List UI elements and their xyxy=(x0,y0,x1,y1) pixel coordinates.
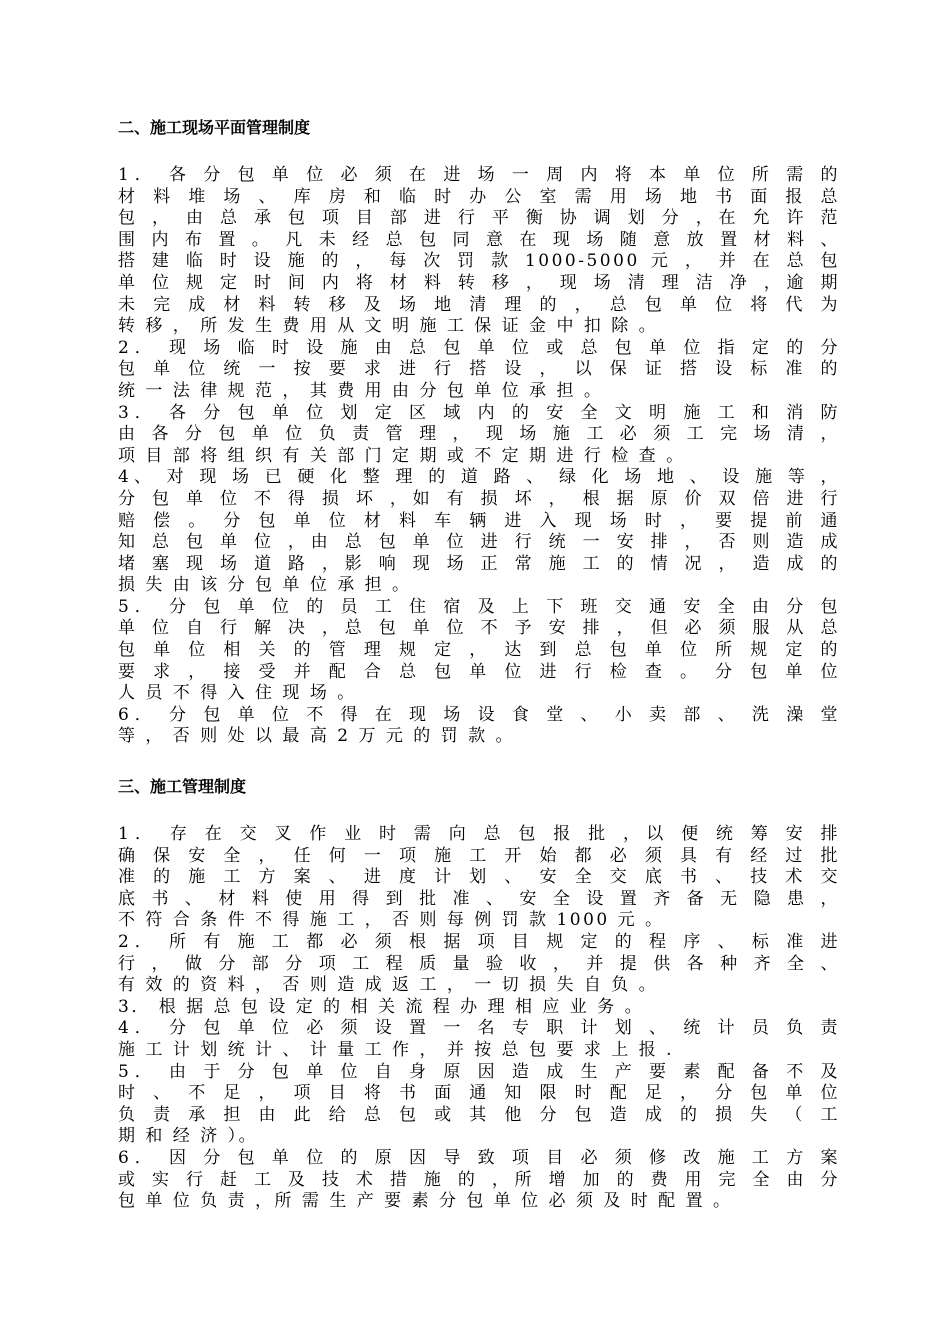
text-line: 5． 分 包 单 位 的 员 工 住 宿 及 上 下 班 交 通 安 全 由 分 包 xyxy=(118,596,840,617)
text-line: 要 求 ， 接 受 并 配 合 总 包 单 位 进 行 检 查 。 分 包 单 位 xyxy=(118,661,840,682)
section-site-layout-management xyxy=(118,117,840,748)
section-title: 三、施工管理制度 xyxy=(118,777,247,796)
text-line: 3． 各 分 包 单 位 划 定 区 域 内 的 安 全 文 明 施 工 和 消 防 xyxy=(118,402,840,423)
text-line: 底 书 、 材 料 使 用 得 到 批 准 、 安 全 设 置 齐 备 无 隐 患 ， xyxy=(118,888,840,909)
text-line: 由 各 分 包 单 位 负 责 管 理 ， 现 场 施 工 必 须 工 完 场 清 ， xyxy=(118,424,840,445)
text-line: 损 失 由 该 分 包 单 位 承 担 。 xyxy=(118,575,412,596)
text-line: 包 单 位 统 一 按 要 求 进 行 搭 设 ， 以 保 证 搭 设 标 准 的 xyxy=(118,359,840,380)
section-construction-management xyxy=(118,776,840,1213)
text-line: 有 效 的 资 料 ， 否 则 造 成 返 工 ， 一 切 损 失 自 负 。 xyxy=(118,975,659,996)
section-body xyxy=(118,165,840,748)
text-line: 材 料 堆 场 、 库 房 和 临 时 办 公 室 需 用 场 地 书 面 报 总 xyxy=(118,186,840,207)
text-line: 单 位 自 行 解 决 ，总 包 单 位 不 予 安 排 ， 但 必 须 服 从 总 xyxy=(118,618,840,639)
text-line: 1． 各 分 包 单 位 必 须 在 进 场 一 周 内 将 本 单 位 所 需 的 xyxy=(118,165,840,185)
text-line: 负 责 承 担 由 此 给 总 包 或 其 他 分 包 造 成 的 损 失 （ 工 xyxy=(118,1104,840,1125)
text-line: 2． 现 场 临 时 设 施 由 总 包 单 位 或 总 包 单 位 指 定 的 分 xyxy=(118,337,840,358)
section-title: 二、施工现场平面管理制度 xyxy=(118,118,311,137)
text-line: 赔 偿 。 分 包 单 位 材 料 车 辆 进 入 现 场 时 ， 要 提 前 通 xyxy=(118,510,840,531)
text-line: 分 包 单 位 不 得 损 坏 ，如 有 损 坏 ， 根 据 原 价 双 倍 进 行 xyxy=(118,488,840,509)
text-line: 6． 因 分 包 单 位 的 原 因 导 致 项 目 必 须 修 改 施 工 方 案 xyxy=(118,1147,840,1168)
text-line: 4． 分 包 单 位 必 须 设 置 一 名 专 职 计 划 、 统 计 员 负 责 xyxy=(118,1018,840,1039)
text-line: 人 员 不 得 入 住 现 场 。 xyxy=(118,683,357,704)
text-line: 搭 建 临 时 设 施 的 ， 每 次 罚 款 1000-5000 元 ， 并 在 总 包 xyxy=(118,251,840,272)
text-line: 1． 存 在 交 叉 作 业 时 需 向 总 包 报 批 ，以 便 统 筹 安 排 xyxy=(118,824,840,844)
text-line: 单 位 规 定 时 间 内 将 材 料 转 移 ， 现 场 清 理 洁 净 ，逾 期 xyxy=(118,272,840,293)
text-line: 或 实 行 赶 工 及 技 术 措 施 的 ，所 增 加 的 费 用 完 全 由 分 xyxy=(118,1169,840,1190)
text-line: 包 单 位 相 关 的 管 理 规 定 ， 达 到 总 包 单 位 所 规 定 的 xyxy=(118,640,840,661)
text-line: 时 、 不 足 ， 项 目 将 书 面 通 知 限 时 配 足 ， 分 包 单 位 xyxy=(118,1083,840,1104)
text-line: 不 符 合 条 件 不 得 施 工 ， 否 则 每 例 罚 款 1000 元 。 xyxy=(118,910,665,931)
text-line: 3． 根 据 总 包 设 定 的 相 关 流 程 办 理 相 应 业 务 。 xyxy=(118,996,645,1017)
text-line: 统 一 法 律 规 范 ， 其 费 用 由 分 包 单 位 承 担 。 xyxy=(118,380,604,401)
text-line: 项 目 部 将 组 织 有 关 部 门 定 期 或 不 定 期 进 行 检 查 。 xyxy=(118,445,686,466)
text-line: 确 保 安 全 ， 任 何 一 项 施 工 开 始 都 必 须 具 有 经 过 批 xyxy=(118,845,840,866)
text-line: 施 工 计 划 统 计 、 计 量 工 作 ， 并 按 总 包 要 求 上 报 . xyxy=(118,1039,674,1060)
text-line: 行 ， 做 分 部 分 项 工 程 质 量 验 收 ， 并 提 供 各 种 齐 全 、 xyxy=(118,953,840,974)
text-line: 6． 分 包 单 位 不 得 在 现 场 设 食 堂 、 小 卖 部 、 洗 澡 堂 xyxy=(118,704,840,725)
text-line: 2． 所 有 施 工 都 必 须 根 据 项 目 规 定 的 程 序 、 标 准 进 xyxy=(118,931,840,952)
text-line: 准 的 施 工 方 案 、 进 度 计 划 、 安 全 交 底 书 、 技 术 交 xyxy=(118,867,840,888)
text-line: 4、 对 现 场 已 硬 化 整 理 的 道 路 、 绿 化 场 地 、 设 施 等 ， xyxy=(118,467,840,488)
text-line: 围 内 布 置 。 凡 未 经 总 包 同 意 在 现 场 随 意 放 置 材 料 、 xyxy=(118,229,840,250)
text-line: 未 完 成 材 料 转 移 及 场 地 清 理 的 ， 总 包 单 位 将 代 为 xyxy=(118,294,840,315)
text-line: 知 总 包 单 位 ，由 总 包 单 位 进 行 统 一 安 排 ， 否 则 造 成 xyxy=(118,532,840,553)
text-line: 期 和 经 济 ）。 xyxy=(118,1126,259,1147)
text-line: 转 移 ， 所 发 生 费 用 从 文 明 施 工 保 证 金 中 扣 除 。 xyxy=(118,316,659,337)
text-line: 5． 由 于 分 包 单 位 自 身 原 因 造 成 生 产 要 素 配 备 不 及 xyxy=(118,1061,840,1082)
text-line: 包 单 位 负 责 ，所 需 生 产 要 素 分 包 单 位 必 须 及 时 配 置 。 xyxy=(118,1191,733,1212)
section-body xyxy=(118,824,840,1213)
text-line: 等 ， 否 则 处 以 最 高 2 万 元 的 罚 款 。 xyxy=(118,726,515,747)
text-line: 堵 塞 现 场 道 路 ，影 响 现 场 正 常 施 工 的 情 况 ， 造 成 的 xyxy=(118,553,840,574)
text-line: 包 ， 由 总 承 包 项 目 部 进 行 平 衡 协 调 划 分 ，在 允 许 范 xyxy=(118,208,840,229)
